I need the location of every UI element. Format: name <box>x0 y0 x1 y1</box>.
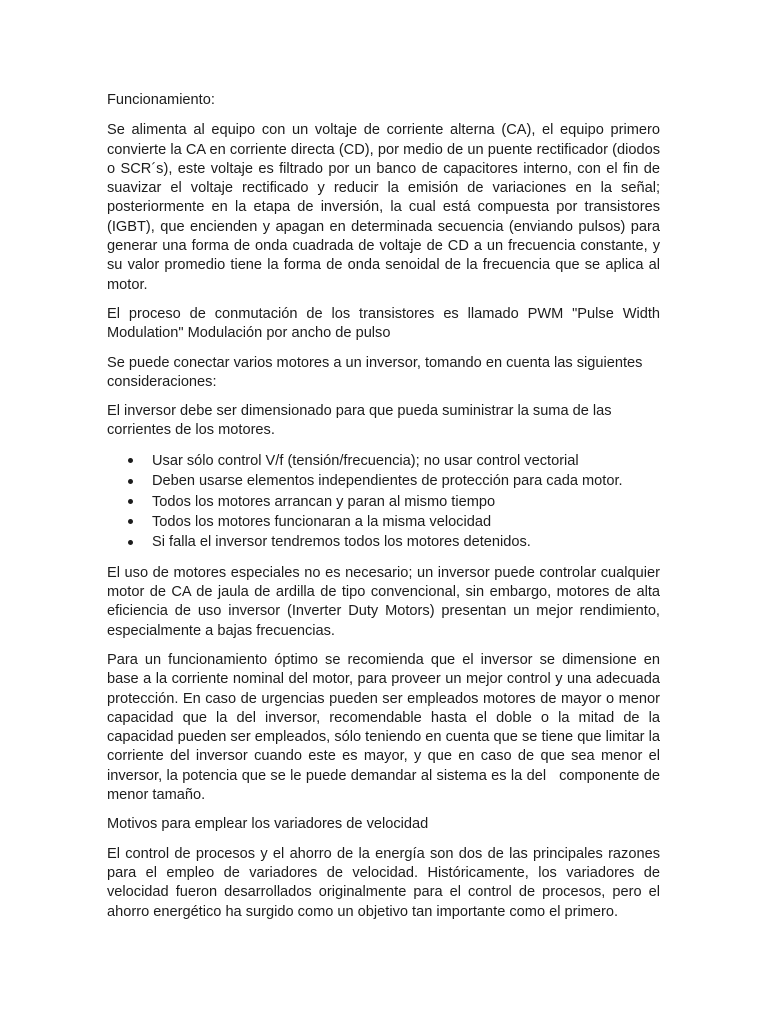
paragraph-varios-motores: Se puede conectar varios motores a un inversor, tomando en cuenta las siguientes consideraciones: <box>107 354 643 390</box>
list-item-text: Usar sólo control V/f (tensión/frecuencia); no usar control vectorial <box>152 452 579 469</box>
bullet-icon <box>128 479 133 484</box>
section-heading-funcionamiento: Funcionamiento: <box>107 92 215 108</box>
list-item <box>107 492 660 512</box>
list-item-text: Si falla el inversor tendremos todos los motores detenidos. <box>152 534 531 551</box>
list-item-text: Todos los motores arrancan y paran al mismo tiempo <box>152 493 496 510</box>
bullet-icon <box>128 519 133 524</box>
paragraph-dimensionado: El inversor debe ser dimensionado para que pueda suministrar la suma de las corrientes de los motores. <box>107 403 612 439</box>
list-item <box>107 512 660 532</box>
paragraph-motores-especiales: El uso de motores especiales no es necesario; un inversor puede controlar cualquier motor de CA de jaula de ardilla de tipo convencional, sin embargo, motores de alta eficiencia de uso inversor (Inverter Duty Motors) presentan un mejor rendimiento, especialmente a bajas frecuencias. <box>107 564 660 639</box>
list-item-text: Todos los motores funcionaran a la misma velocidad <box>152 513 492 530</box>
paragraph-pwm: El proceso de conmutación de los transistores es llamado PWM "Pulse Width Modulation" Modulación por ancho de pulso <box>107 305 660 342</box>
document-page <box>107 91 665 932</box>
paragraph-control-procesos: El control de procesos y el ahorro de la energía son dos de las principales razones para el empleo de variadores de velocidad. Históricamente, los variadores de velocidad fueron desarrollados originalmente para el control de procesos, pero el ahorro energético ha surgido como un objetivo tan importante como el primero. <box>107 845 660 920</box>
list-item <box>107 451 660 471</box>
paragraph-alimentacion: Se alimenta al equipo con un voltaje de corriente alterna (CA), el equipo primero convierte la CA en corriente directa (CD), por medio de un puente rectificador (diodos o SCR´s), este voltaje es filtrado por un banco de capacitores interno, con el fin de suavizar el voltaje rectificado y reducir la emisión de variaciones en la señal; posteriormente en la etapa de inversión, la cual está compuesta por transistores (IGBT), que encienden y apagan en determinada secuencia (enviando pulsos) para generar una forma de onda cuadrada de voltaje de CD a un frecuencia constante, y su valor promedio tiene la forma de onda senoidal de la frecuencia que se aplica al motor. <box>107 122 660 293</box>
considerations-list <box>107 451 660 553</box>
paragraph-funcionamiento-optimo: Para un funcionamiento óptimo se recomienda que el inversor se dimensione en base a la corriente nominal del motor, para proveer un mejor control y una adecuada protección. En caso de urgencias pueden ser empleados motores de mayor o menor capacidad que la del inversor, recomendable hasta el doble o la mitad de la capacidad pueden ser empleados, sólo teniendo en cuenta que se tiene que limitar la corriente del inversor cuando este es mayor, y que en caso de que sea menor el inversor, la potencia que se le puede demandar al sistema es la del componente de menor tamaño. <box>107 651 665 804</box>
bullet-icon <box>128 540 133 545</box>
bullet-icon <box>128 499 133 504</box>
bullet-icon <box>128 458 133 463</box>
list-item <box>107 532 660 552</box>
list-item <box>107 471 660 491</box>
list-item-text: Deben usarse elementos independientes de protección para cada motor. <box>152 473 623 490</box>
section-heading-motivos: Motivos para emplear los variadores de velocidad <box>107 816 429 833</box>
